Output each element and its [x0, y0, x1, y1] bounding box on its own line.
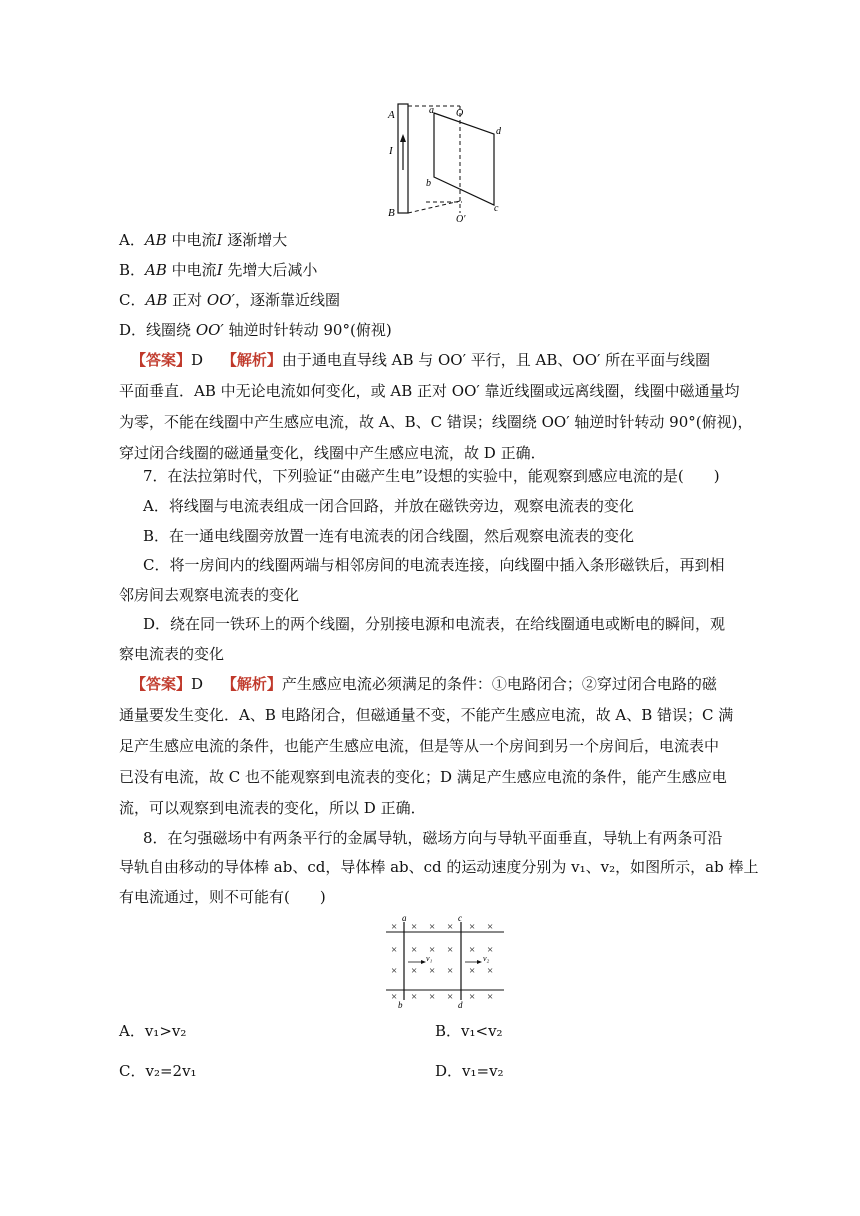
q7-analysis-line-2: 通量要发生变化．A、B 电路闭合，但磁通量不变，不能产生感应电流，故 A、B 错误；C 满 [119, 706, 734, 724]
field-cross: × [487, 944, 494, 956]
q6-option-b: B．AB 中电流I 先增大后减小 [119, 261, 318, 279]
q8-option-a: A．v₁>v₂ [119, 1022, 187, 1040]
label-b: b [398, 1000, 403, 1010]
q6-option-d: D．线圈绕 OO′ 轴逆时针转动 90°(俯视) [119, 321, 392, 339]
analysis-tag: 【解析】 [221, 675, 282, 693]
field-cross: × [429, 921, 436, 933]
field-cross: × [429, 991, 436, 1003]
field-cross: × [469, 965, 476, 977]
q8-stem-line-1: 8．在匀强磁场中有两条平行的金属导轨，磁场方向与导轨平面垂直，导轨上有两条可沿 [143, 829, 723, 847]
q7-answer-line: 【答案】D 【解析】产生感应电流必须满足的条件：①电路闭合；②穿过闭合电路的磁 [131, 675, 717, 693]
q7-option-a: A．将线圈与电流表组成一闭合回路，并放在磁铁旁边，观察电流表的变化 [143, 497, 634, 515]
answer-tag: 【答案】 [131, 351, 192, 369]
q7-stem: 7．在法拉第时代，下列验证“由磁产生电”设想的实验中，能观察到感应电流的是( ) [143, 467, 720, 485]
q7-option-c-cont: 邻房间去观察电流表的变化 [119, 586, 300, 604]
label-v2: v₂ [483, 954, 490, 963]
q6-analysis-line-3: 为零，不能在线圈中产生感应电流，故 A、B、C 错误；线圈绕 OO′ 轴逆时针转动 90°(俯视)， [119, 413, 753, 431]
field-cross: × [487, 965, 494, 977]
field-cross: × [487, 991, 494, 1003]
field-cross: × [469, 944, 476, 956]
q7-option-d-cont: 察电流表的变化 [119, 645, 225, 663]
field-cross: × [447, 991, 454, 1003]
field-cross: × [447, 944, 454, 956]
field-cross: × [411, 991, 418, 1003]
field-cross: × [469, 921, 476, 933]
q7-analysis-line-5: 流，可以观察到电流表的变化，所以 D 正确． [119, 799, 426, 817]
q6-option-c: C．AB 正对 OO′，逐渐靠近线圈 [119, 291, 340, 309]
label-v1: v₁ [426, 954, 433, 963]
field-cross: × [391, 991, 398, 1003]
field-cross: × [429, 965, 436, 977]
label-c: c [494, 203, 499, 214]
q8-option-b: B．v₁<v₂ [435, 1022, 503, 1040]
answer-value: D [191, 675, 204, 693]
label-d: d [496, 126, 501, 137]
q7-option-c: C．将一房间内的线圈两端与相邻房间的电流表连接，向线圈中插入条形磁铁后，再到相 [143, 556, 725, 574]
q6-option-a: A．AB 中电流I 逐渐增大 [119, 231, 288, 249]
q8-option-c: C．v₂=2v₁ [119, 1062, 197, 1080]
label-c: c [458, 913, 462, 923]
field-cross: × [411, 944, 418, 956]
q6-analysis-line-2: 平面垂直．AB 中无论电流如何变化，或 AB 正对 OO′ 靠近线圈或远离线圈，线圈中磁通量均 [119, 382, 740, 400]
label-O-prime: O′ [456, 214, 466, 223]
field-cross: × [391, 965, 398, 977]
q8-stem-line-2: 导轨自由移动的导体棒 ab、cd，导体棒 ab、cd 的运动速度分别为 v₁、v₂，如图所示，ab 棒上 [119, 858, 759, 876]
q6-analysis-line-4: 穿过闭合线圈的磁通量变化，线圈中产生感应电流，故 D 正确． [119, 444, 546, 462]
answer-tag: 【答案】 [131, 675, 192, 693]
label-d: d [458, 1000, 463, 1010]
field-cross: × [429, 944, 436, 956]
q8-stem-line-3: 有电流通过，则不可能有( ) [119, 888, 326, 906]
q7-option-b: B．在一通电线圈旁放置一连有电流表的闭合线圈，然后观察电流表的变化 [143, 527, 635, 545]
label-a: a [429, 105, 434, 116]
field-cross: × [487, 921, 494, 933]
label-O: O [456, 108, 464, 119]
label-a: a [402, 913, 407, 923]
q7-analysis-line-4: 已没有电流，故 C 也不能观察到电流表的变化；D 满足产生感应电流的条件，能产生感应电 [119, 768, 727, 786]
field-cross: × [391, 944, 398, 956]
analysis-tag: 【解析】 [221, 351, 282, 369]
field-cross: × [411, 965, 418, 977]
q7-analysis-line-3: 足产生感应电流的条件，也能产生感应电流，但是等从一个房间到另一个房间后，电流表中 [119, 737, 720, 755]
field-cross: × [391, 921, 398, 933]
field-cross: × [469, 991, 476, 1003]
field-cross: × [447, 965, 454, 977]
label-b: b [426, 178, 431, 189]
q8-option-d: D．v₁=v₂ [435, 1062, 504, 1080]
figure-rails-rods [380, 912, 510, 1012]
figure-wire-coil [380, 98, 510, 223]
answer-value: D [191, 351, 204, 369]
label-B: B [388, 207, 395, 219]
q7-option-d: D．绕在同一铁环上的两个线圈，分别接电源和电流表，在给线圈通电或断电的瞬间，观 [143, 615, 726, 633]
field-cross: × [411, 921, 418, 933]
label-A: A [388, 109, 395, 121]
field-cross: × [447, 921, 454, 933]
q6-answer-line: 【答案】D 【解析】由于通电直导线 AB 与 OO′ 平行，且 AB、OO′ 所在平面与线圈 [131, 351, 711, 369]
label-I: I [389, 145, 393, 157]
